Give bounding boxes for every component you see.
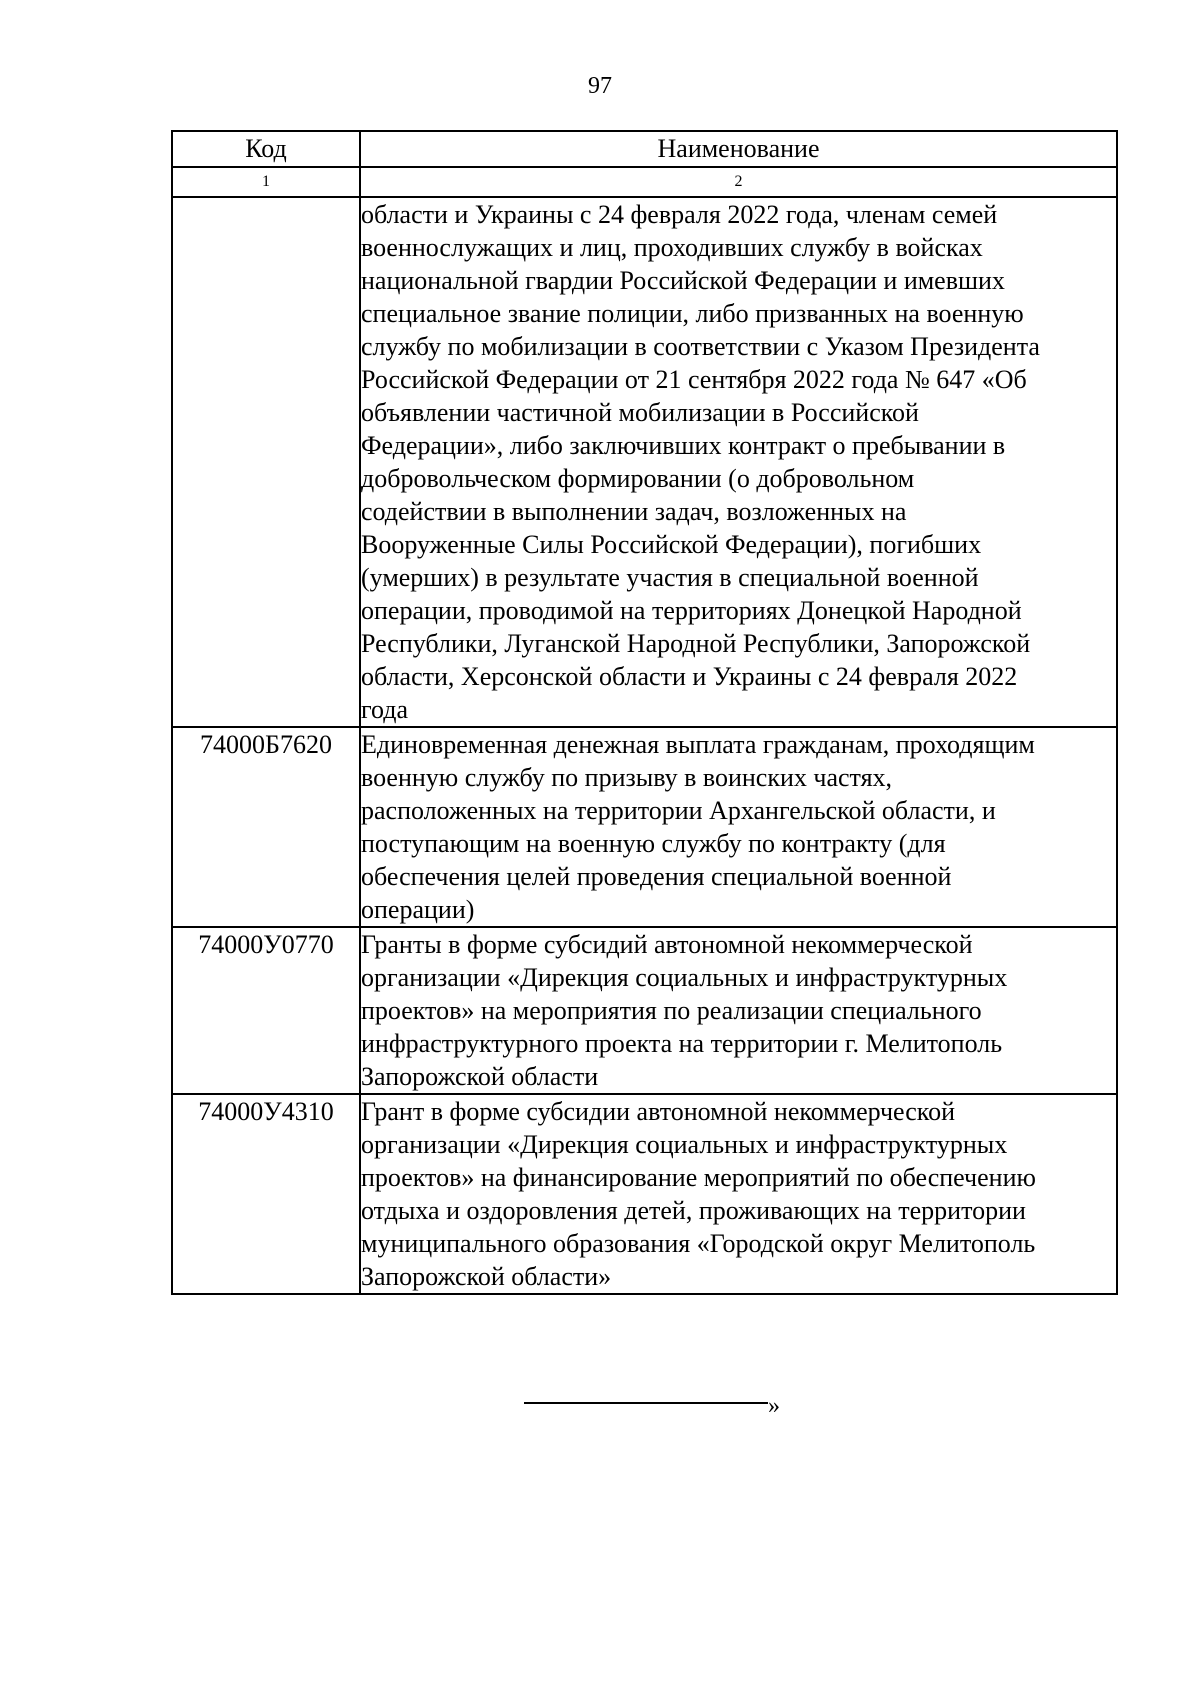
- row-name: Единовременная денежная выплата гражданам, проходящим военную службу по призыву в воинских частях, расположенных на территории Архангельской области, и поступающим на военную службу по контракту (для обеспечения целей проведения специальной военной операции): [360, 727, 1117, 927]
- closing-line: [524, 1402, 768, 1404]
- row-code: [172, 197, 360, 727]
- row-name: Грант в форме субсидии автономной некоммерческой организации «Дирекция социальных и инфраструктурных проектов» на финансирование мероприятий по обеспечению отдыха и оздоровления детей, проживающих на территории муниципального образования «Городской округ Мелитополь Запорожской области»: [360, 1094, 1117, 1294]
- table-row: [172, 1094, 1117, 1294]
- row-code: 74000У0770: [172, 927, 360, 1094]
- row-code: 74000Б7620: [172, 727, 360, 927]
- header-name: Наименование: [360, 131, 1117, 167]
- column-number-1: 1: [172, 167, 360, 197]
- table-row: [172, 727, 1117, 927]
- header-code: Код: [172, 131, 360, 167]
- table-row: [172, 927, 1117, 1094]
- table-header-row: [172, 131, 1117, 167]
- page-number: 97: [588, 73, 612, 99]
- column-number-row: [172, 167, 1117, 197]
- closing-quote: »: [768, 1393, 780, 1419]
- row-name: области и Украины с 24 февраля 2022 года, членам семей военнослужащих и лиц, проходивших службу в войсках национальной гвардии Российской Федерации и имевших специальное звание полиции, либо призванных на военную службу по мобилизации в соответствии с Указом Президента Российской Федерации от 21 сентября 2022 года № 647 «Об объявлении частичной мобилизации в Российской Федерации», либо заключивших контракт о пребывании в добровольческом формировании (о добровольном содействии в выполнении задач, возложенных на Вооруженные Силы Российской Федерации), погибших (умерших) в результате участия в специальной военной операции, проводимой на территориях Донецкой Народной Республики, Луганской Народной Республики, Запорожской области, Херсонской области и Украины с 24 февраля 2022 года: [360, 197, 1117, 727]
- table-row: [172, 197, 1117, 727]
- row-code: 74000У4310: [172, 1094, 360, 1294]
- budget-codes-table: [171, 130, 1118, 1295]
- column-number-2: 2: [360, 167, 1117, 197]
- row-name: Гранты в форме субсидий автономной некоммерческой организации «Дирекция социальных и инфраструктурных проектов» на мероприятия по реализации специального инфраструктурного проекта на территории г. Мелитополь Запорожской области: [360, 927, 1117, 1094]
